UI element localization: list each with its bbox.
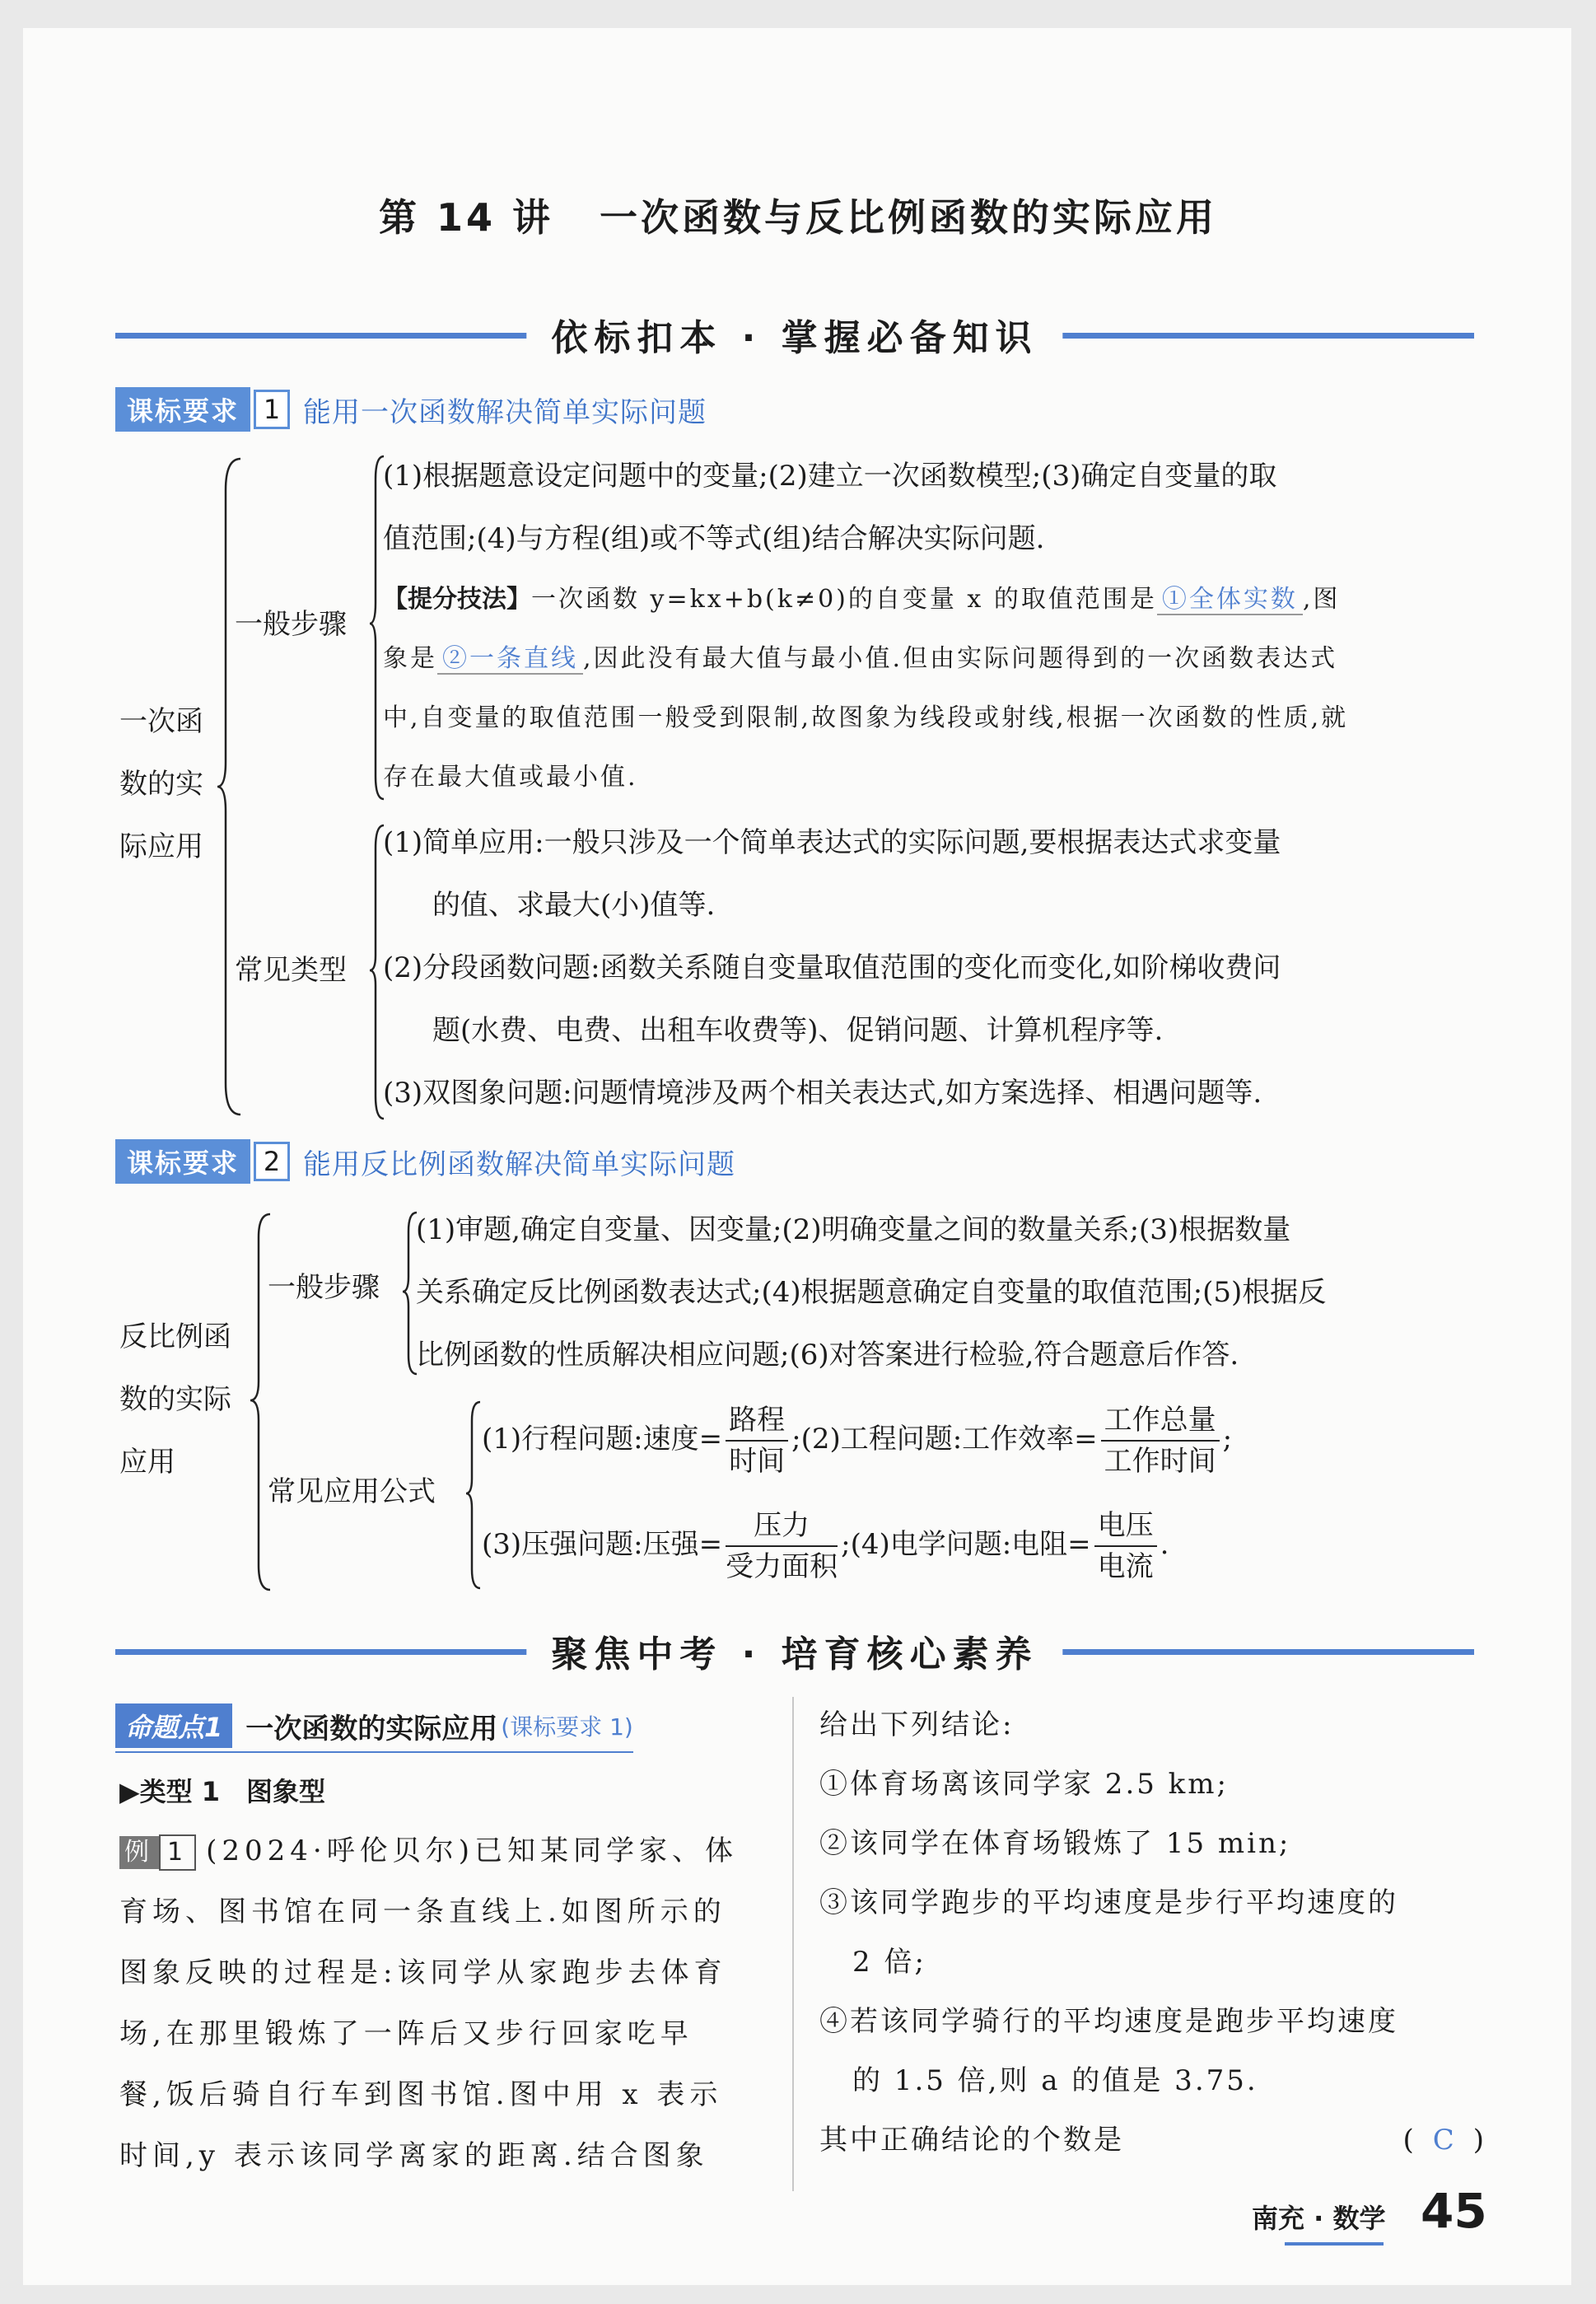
requirement-text: 能用反比例函数解决简单实际问题 [303, 1147, 736, 1181]
footer-region: 南充 · 数学 [1252, 2203, 1386, 2234]
section-title-2: 聚焦中考 · 培育核心素养 [526, 1624, 1062, 1677]
fraction-efficiency: $\frac{\text{工作总量}}{\text{工作时间}}$ [1101, 1400, 1220, 1481]
linear-root-label: 一次函 数的实 际应用 [119, 705, 203, 863]
answer-choice: C [1432, 2124, 1457, 2157]
linear-tip-block: 【提分技法】一次函数 y=kx+b(k≠0)的自变量 x 的取值范围是 ①全体实数 ,图 象是 ②一条直线 ,因此没有最大值与最小值.但由实际问题得到的一次函数表达式 中,自变量的取值范围一般受到限制,故图象为线段或射线,根据一次函数的性质,就 存在最大值或最小值. [383, 585, 1349, 792]
requirement-number: 1 [254, 390, 290, 429]
inverse-steps-label: 一般步骤 [268, 1271, 380, 1304]
inverse-formula-brace [465, 1400, 482, 1590]
section-title-1: 依标扣本 · 掌握必备知识 [526, 308, 1062, 361]
fraction-resistance: $\frac{\text{电压}}{\text{电流}}$ [1094, 1506, 1157, 1587]
tip-tag: 【提分技法】 [383, 585, 531, 614]
proposition-header [115, 1703, 633, 1753]
section-header-1 [115, 313, 1474, 362]
inverse-steps-content: (1)审题,确定自变量、因变量;(2)明确变量之间的数量关系;(3)根据数量 关系确定反比例函数表达式;(4)根据题意确定自变量的取值范围;(5)根据反 比例函数的性质解决相应问题;(6)对答案进行检验,符合题意后作答. [416, 1213, 1327, 1372]
section-header-2 [115, 1629, 1474, 1679]
formula-row-1: (1)行程问题:速度= $\frac{\text{路程}}{\text{时间}}$ ;(2)工程问题:工作效率= $\frac{\text{工作总量}}{\text{工作时间}}$ ; [482, 1400, 1486, 1481]
linear-types-content: (1)简单应用:一般只涉及一个简单表达式的实际问题,要根据表达式求变量 的值、求最大(小)值等. (2)分段函数问题:函数关系随自变量取值范围的变化而变化,如阶梯收费问 题(水费、电费、出租车收费等)、促销问题、计算机程序等. (3)双图象问题:问题情境涉及两个相关表达式,如方案选择、相遇问题等. [383, 826, 1281, 1110]
linear-root-brace [216, 457, 244, 1116]
inverse-formula-label: 常见应用公式 [268, 1475, 436, 1508]
blank-answer-1: ①全体实数 [1157, 585, 1303, 615]
proposition-title: 一次函数的实际应用 [245, 1712, 498, 1746]
requirement-1 [115, 387, 707, 432]
question-text: 其中正确结论的个数是 [819, 2124, 1124, 2157]
linear-types-label: 常见类型 [235, 954, 347, 987]
requirement-text: 能用一次函数解决简单实际问题 [303, 395, 707, 429]
example-number: 1 [159, 1834, 196, 1871]
column-divider [792, 1697, 794, 2191]
conclusion-list: 给出下列结论: ①体育场离该同学家 2.5 km; ②该同学在体育场锻炼了 15 min; ③该同学跑步的平均速度是步行平均速度的 2 倍; ④若该同学骑行的平均速度是跑步平均速度 的 1.5 倍,则 a 的值是 3.75. 其中正确结论的个数是 ( C ) [819, 1695, 1486, 2170]
type-label: ▶类型 1 图象型 [119, 1776, 326, 1807]
requirement-number: 2 [254, 1142, 290, 1181]
inverse-root-label: 反比例函 数的实际 应用 [119, 1320, 231, 1479]
formula-row-2: (3)压强问题:压强= $\frac{\text{压力}}{\text{受力面积}}$ ;(4)电学问题:电阻= $\frac{\text{电压}}{\text{电流}}$ . [482, 1506, 1486, 1587]
requirement-2 [115, 1139, 735, 1184]
linear-steps-label: 一般步骤 [235, 608, 347, 641]
example-badge: 例 [119, 1836, 159, 1869]
page-title [0, 188, 1596, 242]
proposition-note: (课标要求 1) [501, 1713, 633, 1741]
proposition-badge: 命题点1 [115, 1703, 232, 1748]
fraction-pressure: $\frac{\text{压力}}{\text{受力面积}}$ [726, 1506, 838, 1587]
footer-underline [1285, 2242, 1384, 2246]
blank-answer-2: ②一条直线 [437, 644, 583, 675]
lecture-number: 第 14 讲 [378, 195, 554, 240]
answer-bracket: ( C ) [1402, 2124, 1486, 2157]
lecture-topic: 一次函数与反比例函数的实际应用 [600, 195, 1218, 240]
linear-steps-content: (1)根据题意设定问题中的变量;(2)建立一次函数模型;(3)确定自变量的取 值范围;(4)与方程(组)或不等式(组)结合解决实际问题. [383, 460, 1277, 555]
page-number: 45 [1421, 2183, 1487, 2239]
fraction-speed: $\frac{\text{路程}}{\text{时间}}$ [726, 1400, 788, 1481]
requirement-badge: 课标要求 [115, 387, 250, 432]
requirement-badge: 课标要求 [115, 1139, 250, 1184]
example-1: 例 1 (2024·呼伦贝尔)已知某同学家、体 育场、图书馆在同一条直线上.如图所示的 图象反映的过程是:该同学从家跑步去体育 场,在那里锻炼了一阵后又步行回家吃早 餐,饭后骑自行车到图书馆.图中用 x 表示 时间,y 表示该同学离家的距离.结合图象 [119, 1834, 738, 2172]
